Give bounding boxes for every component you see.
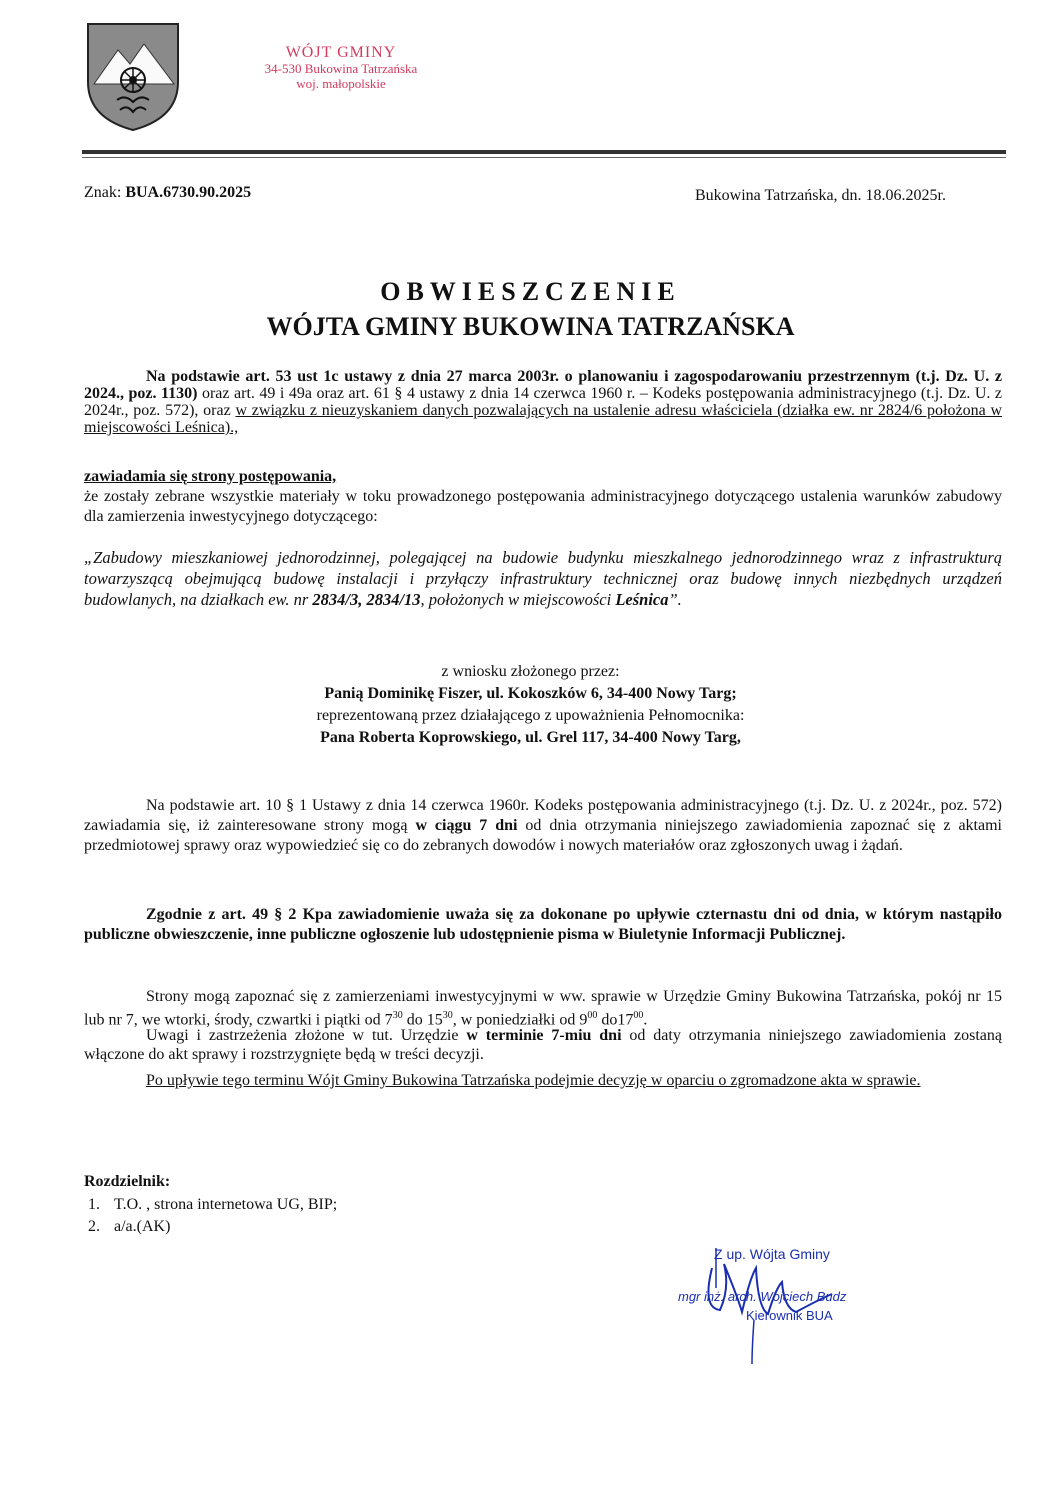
ref-label: Znak: (84, 184, 122, 201)
quote-part-c: , położonych w miejscowości (420, 590, 616, 609)
header-divider (82, 150, 1006, 154)
reference-number (84, 184, 251, 202)
hours-sup-4: 00 (633, 1010, 644, 1021)
hours-text-d: do17 (597, 1011, 634, 1029)
signature-line-1: Z up. Wójta Gminy (714, 1246, 830, 1262)
remarks-text-a: Uwagi i zastrzeżenia złożone w tut. Urzędzie (146, 1027, 467, 1044)
applicant-name: Panią Dominikę Fiszer, ul. Kokoszków 6, 34-400 Nowy Targ; (324, 685, 737, 702)
document-title: OBWIESZCZENIE (380, 277, 681, 306)
distribution-heading: Rozdzielnik: (84, 1173, 171, 1190)
list-item-number: 2. (88, 1218, 100, 1235)
office-stamp (236, 44, 446, 92)
hours-text-b: do 15 (402, 1011, 443, 1029)
quote-end: ”. (668, 590, 682, 609)
list-item-text: T.O. , strona internetowa UG, BIP; (114, 1196, 338, 1213)
review-paragraph (84, 796, 1002, 856)
review-deadline: w ciągu 7 dni (415, 817, 518, 834)
legal-basis-text: oraz art. 49 i 49a oraz art. 61 § 4 ustawy z dnia 14 czerwca 1960 r. – Kodeks postępowania administracyjnego (t.j. Dz. U. z 2024r., poz. 572), oraz (84, 385, 1002, 419)
hours-sup-1: 30 (392, 1010, 403, 1021)
decision-paragraph: Po upływie tego terminu Wójt Gminy Bukowina Tatrzańska podejmie decyzję w oparciu o zgromadzone akta w sprawie. (146, 1072, 921, 1089)
quote-part-a: „Zabudowy mieszkaniowej jednorodzinnej, polegającej na budowie budynku mieszkalnego jednorodzinnego wraz z infrastrukturą towarzyszącą obejmującą budowę instalacji i przyłączy infrastruktury technicznej oraz budowę innych niezbędnych urządzeń budowlanych, na działkach ew. nr (84, 548, 1002, 609)
delivery-paragraph: Zgodnie z art. 49 § 2 Kpa zawiadomienie uważa się za dokonane po upływie czternastu dni od dnia, w którym nastąpiło publiczne obwieszczenie, inne publiczne ogłoszenie lub udostępnienie pisma w Biuletynie Informacji Publicznej. (84, 906, 1002, 943)
distribution-list (88, 1194, 337, 1238)
legal-basis-underlined: w związku z nieuzyskaniem danych pozwalających na ustalenie adresu właściciela (działka ew. nr 2824/6 położona w miejscowości Leśnica)., (84, 402, 1003, 436)
investment-description (84, 547, 1002, 610)
office-hours-paragraph (84, 987, 1002, 1029)
notification-heading: zawiadamia się strony postępowania, (84, 468, 337, 485)
materials-paragraph: że zostały zebrane wszystkie materiały w toku prowadzonego postępowania administracyjnego dotyczącego ustalenia warunków zabudowy dla zamierzenia inwestycyjnego dotyczącego: (84, 488, 1002, 525)
hours-text-e: . (643, 1011, 648, 1029)
representative-name: Pana Roberta Koprowskiego, ul. Grel 117, 34-400 Nowy Targ, (320, 729, 741, 746)
list-item-text: a/a.(AK) (114, 1218, 171, 1235)
remarks-text-c: od daty otrzymania niniejszego zawiadomienia zostaną włączone do akt sprawy i rozstrzygnięte będą w treści decyzji. (84, 1027, 1003, 1063)
ref-value: BUA.6730.90.2025 (125, 184, 252, 201)
stamp-line-1: WÓJT GMINY (285, 44, 397, 61)
remarks-deadline: w terminie 7-miu dni (466, 1027, 622, 1044)
list-item (88, 1194, 337, 1216)
plot-numbers: 2834/3, 2834/13 (312, 590, 421, 609)
legal-basis-bold: Na podstawie art. 53 ust 1c ustawy z dnia 27 marca 2003r. o planowaniu i zagospodarowaniu przestrzennym (t.j. Dz. U. z 2024., poz. 1130) (84, 368, 1002, 402)
signature-line-3: Kierownik BUA (746, 1308, 833, 1323)
review-text-c: od dnia otrzymania niniejszego zawiadomienia zapoznać się z aktami przedmiotowej sprawy oraz wypowiedzieć się co do zebranych dowodów i nowych materiałów oraz zgłoszonych uwag i żądań. (84, 817, 1002, 854)
coat-of-arms-icon (84, 20, 182, 132)
list-item (88, 1216, 337, 1238)
legal-basis-paragraph (84, 368, 1002, 436)
list-item-number: 1. (88, 1196, 100, 1213)
document-date: Bukowina Tatrzańska, dn. 18.06.2025r. (695, 187, 946, 204)
representative-intro: reprezentowaną przez działającego z upoważnienia Pełnomocnika: (316, 707, 745, 724)
stamp-line-2: 34-530 Bukowina Tatrzańska (264, 61, 418, 77)
signature-line-2: mgr inż. arch. Wojciech Budz (678, 1289, 847, 1304)
hours-text-c: , w poniedziałki od 9 (452, 1011, 588, 1029)
signature-block (672, 1228, 912, 1368)
remarks-paragraph (84, 1026, 1002, 1064)
header-divider-thin (82, 157, 1006, 158)
applicant-intro: z wniosku złożonego przez: (441, 663, 620, 680)
hours-sup-3: 00 (587, 1010, 598, 1021)
hours-sup-2: 30 (442, 1010, 453, 1021)
locality-name: Leśnica (615, 590, 669, 609)
document-subtitle: WÓJTA GMINY BUKOWINA TATRZAŃSKA (266, 312, 795, 341)
stamp-line-3: woj. małopolskie (296, 76, 386, 92)
review-text-a: Na podstawie art. 10 § 1 Ustawy z dnia 14 czerwca 1960r. Kodeks postępowania administracyjnego (t.j. Dz. U. z 2024r., poz. 572) zawiadamia się, iż zainteresowane strony mogą (84, 797, 1002, 834)
hours-text-a: Strony mogą zapoznać się z zamierzeniami inwestycyjnymi w ww. sprawie w Urzędzie Gminy Bukowina Tatrzańska, pokój nr 15 lub nr 7, we wtorki, środy, czwartki i piątki od 7 (84, 988, 1002, 1029)
